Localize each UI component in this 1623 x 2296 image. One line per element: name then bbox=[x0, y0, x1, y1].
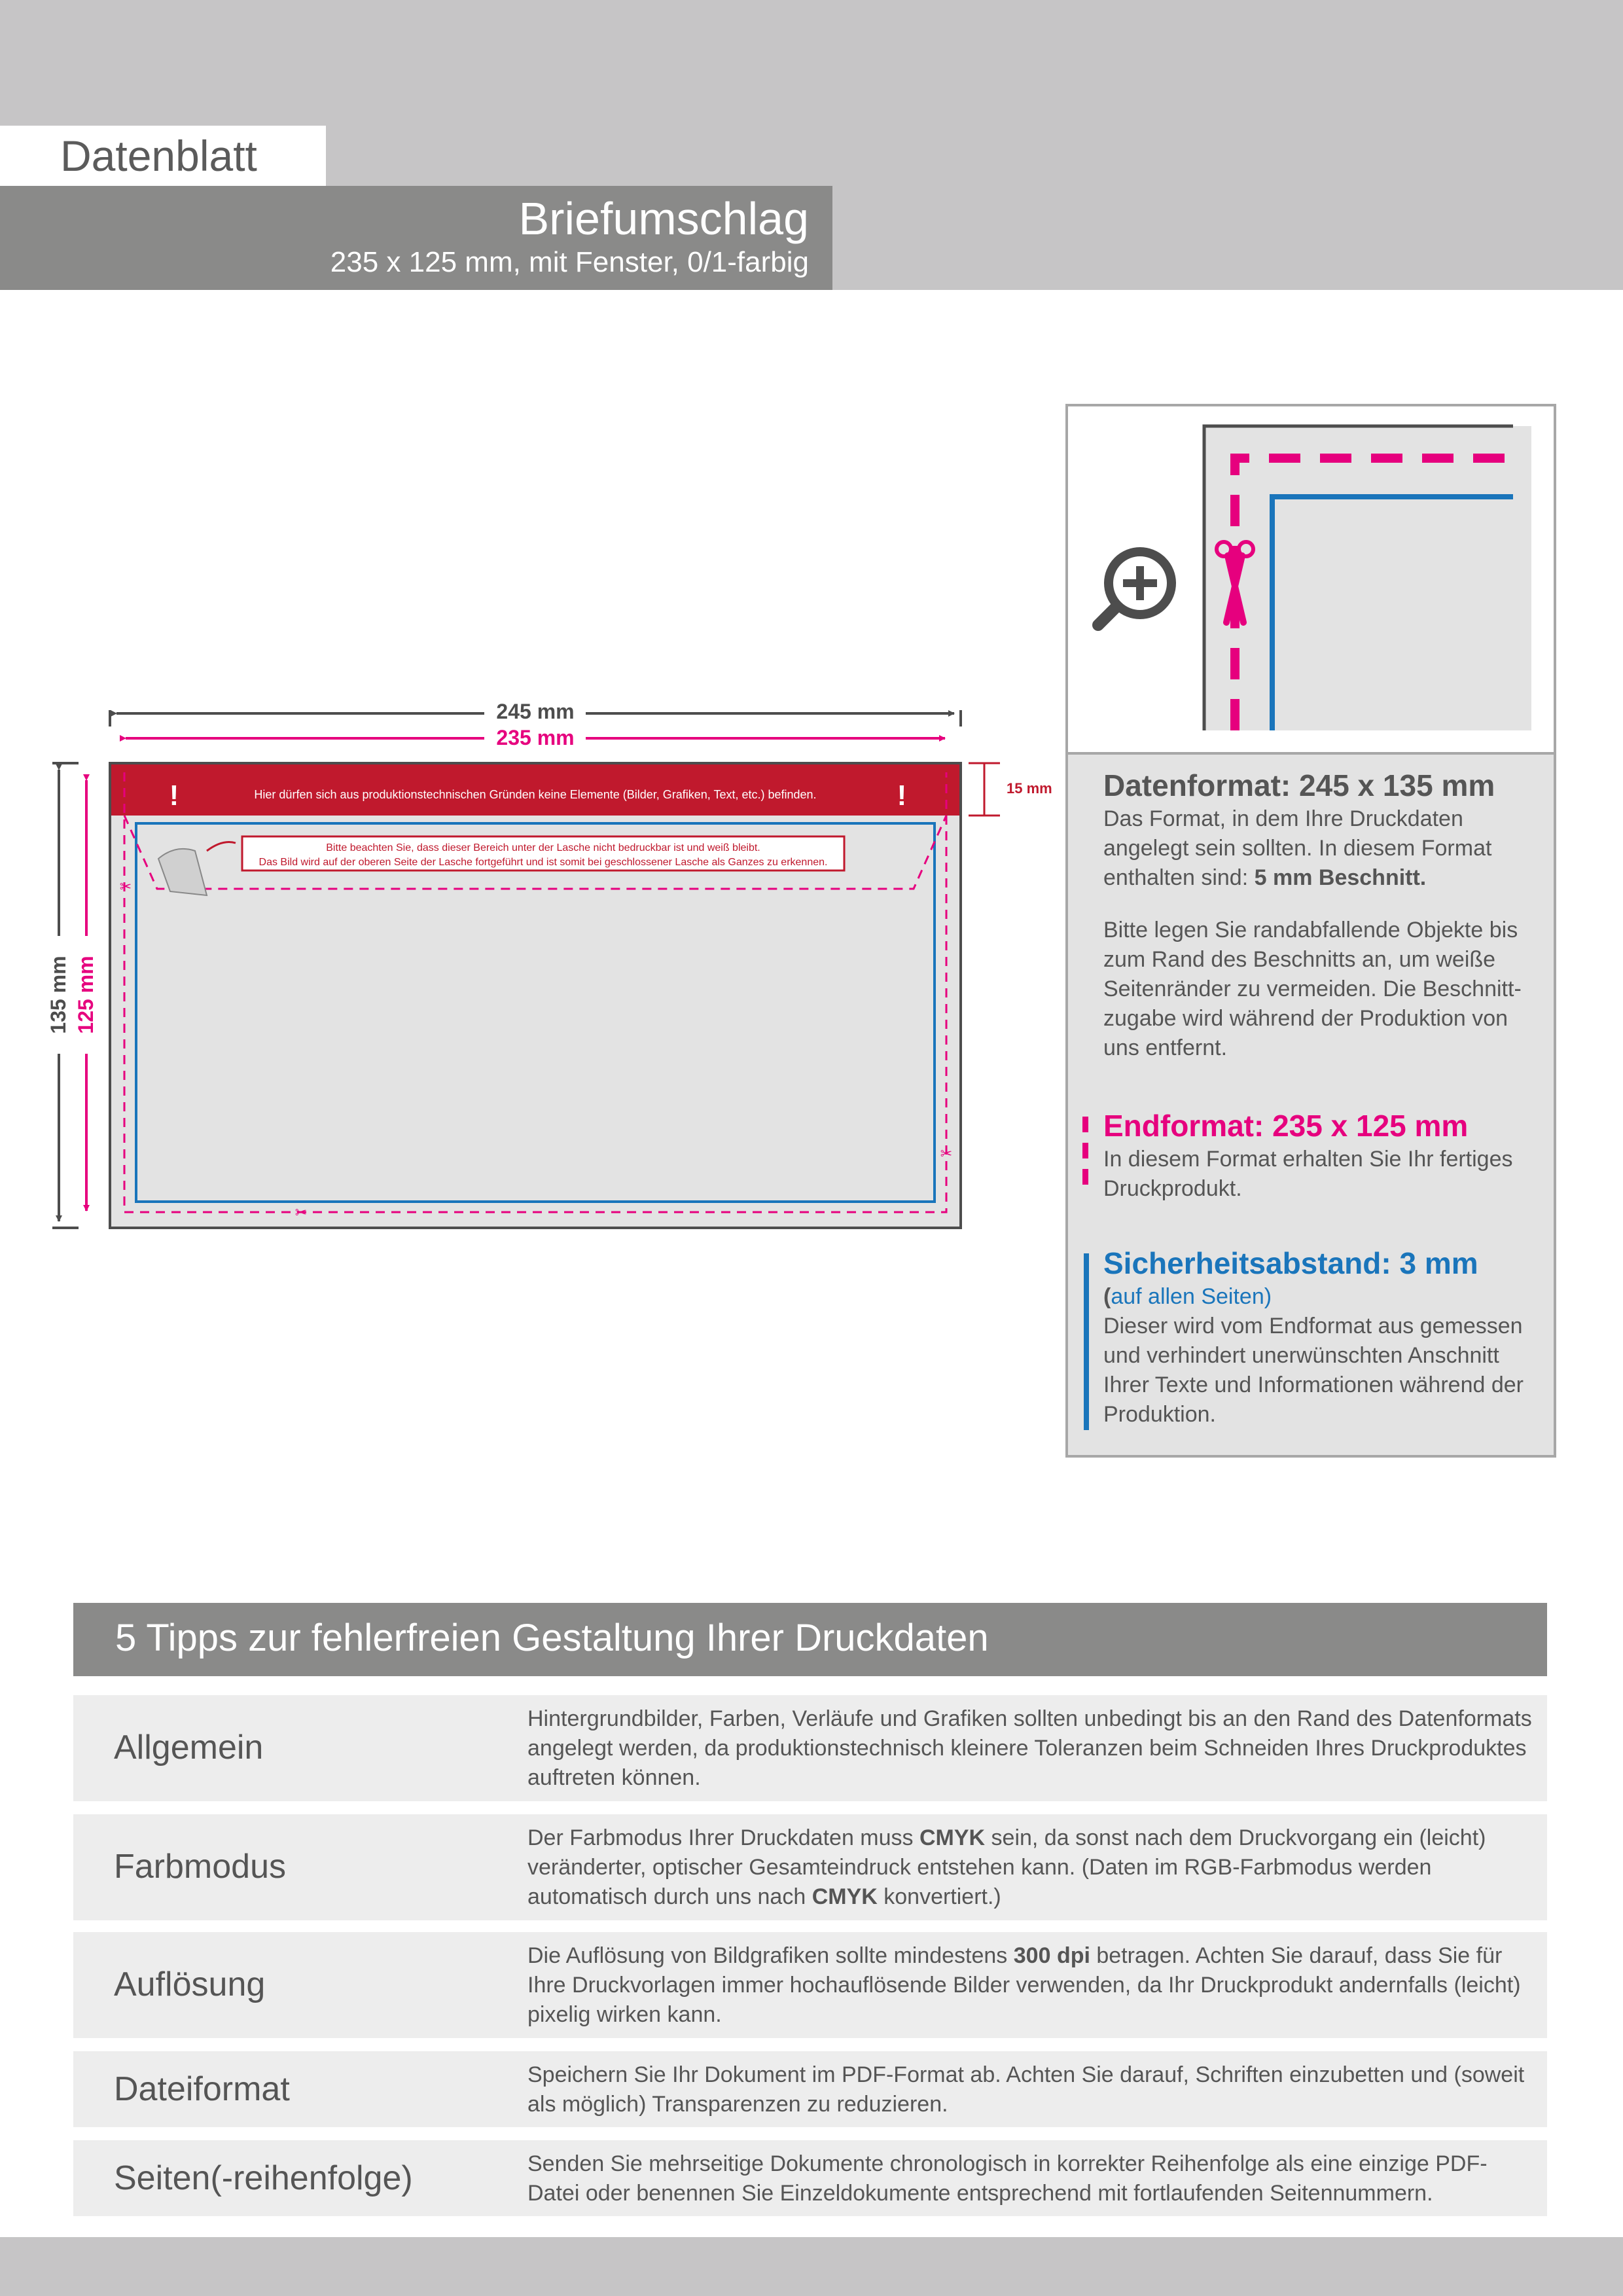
tip-row-farbmodus bbox=[73, 1814, 1547, 1920]
legend-zoom-panel bbox=[1068, 406, 1554, 755]
title-bar bbox=[0, 186, 832, 290]
width-outer-label: 245 mm bbox=[496, 700, 575, 723]
flap-note-line2: Das Bild wird auf der oberen Seite der Lasche fortgeführt und ist somit bei geschlossener Lasche als Ganzes zu erkennen. bbox=[259, 857, 828, 868]
flap-note-line1: Bitte beachten Sie, dass dieser Bereich unter der Lasche nicht bedruckbar ist und weiß bleibt. bbox=[326, 842, 760, 853]
zoom-illustration bbox=[1068, 406, 1554, 752]
tip-row-aufloesung bbox=[73, 1932, 1547, 2038]
width-final-label: 235 mm bbox=[496, 726, 575, 749]
endformat-title: Endformat: 235 x 125 mm bbox=[1103, 1109, 1469, 1143]
tip-row-seiten bbox=[73, 2140, 1547, 2216]
tips-header bbox=[73, 1603, 1547, 1676]
tip-row-allgemein bbox=[73, 1695, 1547, 1801]
zoom-corner-area bbox=[1204, 426, 1531, 730]
tip-label: Farbmodus bbox=[114, 1848, 286, 1886]
envelope-diagram bbox=[39, 687, 1073, 1244]
tip-text: Hintergrundbilder, Farben, Verläufe und Grafiken sollten unbedingt bis an den Rand des Datenformats angelegt werden, da produktionstechnisch kleinere Toleranzen beim Schneiden Ihres Druckproduktes auftreten können. bbox=[527, 1706, 1532, 1790]
footer-band bbox=[0, 2237, 1623, 2296]
datenformat-title: Datenformat: 245 x 135 mm bbox=[1103, 768, 1495, 802]
tip-text: Die Auflösung von Bildgrafiken sollte mindestens 300 dpi betragen. Achten Sie darauf, dass Sie für Ihre Druckvorlagen immer hochauflösende Bilder verwenden, da Ihr Druckprodukt andernfalls (leicht) pixelig wirken kann. bbox=[527, 1943, 1521, 2027]
height-outer-label: 135 mm bbox=[46, 956, 70, 1034]
scissors-marker-bottom: ✂ bbox=[294, 1204, 308, 1221]
data-format-rect bbox=[110, 763, 961, 1228]
page-title: Briefumschlag bbox=[518, 193, 809, 244]
sicherheit-marker bbox=[1084, 1253, 1089, 1430]
endformat-marker bbox=[1082, 1117, 1088, 1194]
datenblatt-badge bbox=[0, 126, 326, 186]
exclamation-right: ! bbox=[897, 780, 907, 812]
scissors-marker-left: ✂ bbox=[119, 878, 132, 895]
tip-row-dateiformat bbox=[73, 2051, 1547, 2127]
scissors-marker-right: ✂ bbox=[940, 1145, 953, 1162]
datenformat-text2: Bitte legen Sie randabfallende Objekte bis zum Rand des Beschnitts an, um weiße Seitenränder zu vermeiden. Die Beschnitt-zugabe wird während der Produktion von uns entfernt. bbox=[1103, 918, 1522, 1060]
magnifier-plus-icon bbox=[1098, 552, 1171, 625]
exclamation-left: ! bbox=[169, 780, 179, 812]
tip-label: Seiten(-reihenfolge) bbox=[114, 2159, 413, 2197]
tip-label: Allgemein bbox=[114, 1729, 264, 1767]
height-final-label: 125 mm bbox=[74, 956, 98, 1034]
page-subtitle: 235 x 125 mm, mit Fenster, 0/1-farbig bbox=[330, 246, 809, 278]
legend-text-panel bbox=[1068, 755, 1554, 1455]
sicherheit-sub: (auf allen Seiten) bbox=[1103, 1284, 1272, 1309]
format-legend bbox=[1065, 404, 1556, 1458]
sicherheit-text: Dieser wird vom Endformat aus gemessen und verhindert unerwünschten Anschnitt Ihrer Texte und Informationen während der Produktion. bbox=[1103, 1314, 1524, 1427]
tip-label: Auflösung bbox=[114, 1965, 266, 2003]
sicherheit-title: Sicherheitsabstand: 3 mm bbox=[1103, 1246, 1478, 1280]
tip-text: Der Farbmodus Ihrer Druckdaten muss CMYK sein, da sonst nach dem Druckvorgang ein (leicht) veränderter, optischer Gesamteindruck entstehen kann. (Daten im RGB-Farbmodus werden automatisch durch uns nach CMYK konvertiert.) bbox=[527, 1825, 1486, 1909]
datenblatt-label: Datenblatt bbox=[60, 132, 257, 180]
flap-notice: Hier dürfen sich aus produktionstechnischen Gründen keine Elemente (Bilder, Grafiken, Text, etc.) befinden. bbox=[254, 788, 817, 801]
endformat-text: In diesem Format erhalten Sie Ihr fertiges Druckprodukt. bbox=[1103, 1147, 1513, 1201]
tip-text: Senden Sie mehrseitige Dokumente chronologisch in korrekter Reihenfolge als eine einzige PDF-Datei oder benennen Sie Einzeldokumente entsprechend mit fortlaufenden Seitennummern. bbox=[527, 2151, 1488, 2206]
tip-label: Dateiformat bbox=[114, 2070, 290, 2108]
flap-dim-label: 15 mm bbox=[1007, 780, 1052, 797]
datenformat-text: Das Format, in dem Ihre Druckdaten angelegt sein sollten. In diesem Format enthalten sind: 5 mm Beschnitt. bbox=[1103, 806, 1492, 890]
tip-text: Speichern Sie Ihr Dokument im PDF-Format ab. Achten Sie darauf, Schriften einzubetten und (soweit als möglich) Transparenzen zu reduzieren. bbox=[527, 2062, 1525, 2117]
tips-heading: 5 Tipps zur fehlerfreien Gestaltung Ihrer Druckdaten bbox=[115, 1617, 989, 1659]
